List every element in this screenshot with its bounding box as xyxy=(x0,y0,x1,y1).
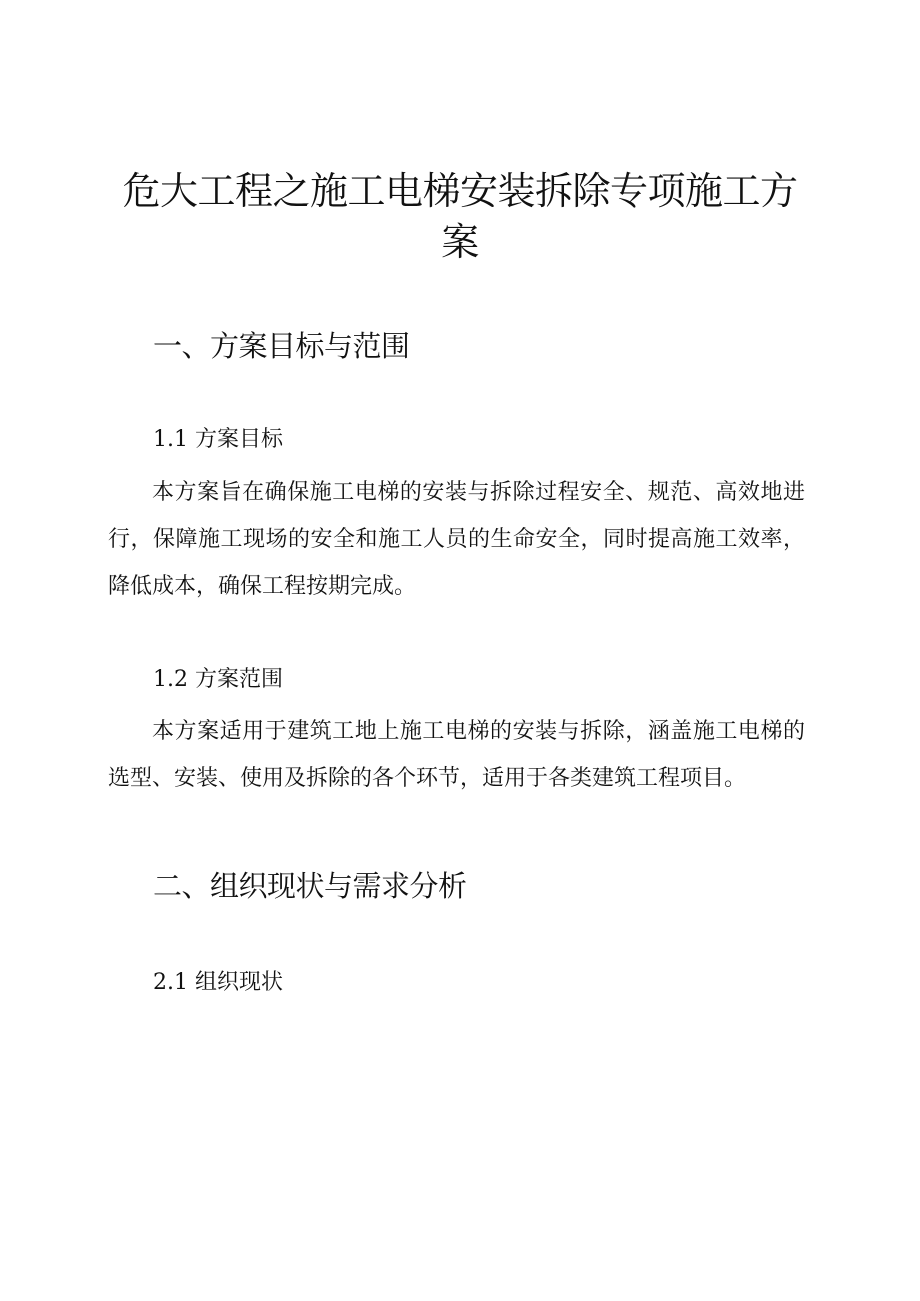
paragraph-1-2: 本方案适用于建筑工地上施工电梯的安装与拆除，涵盖施工电梯的选型、安装、使用及拆除的各个环节，适用于各类建筑工程项目。 xyxy=(108,719,805,791)
subsection-heading-2-1: 2.1 组织现状 xyxy=(153,970,283,995)
document-title: 危大工程之施工电梯安装拆除专项施工方案 xyxy=(122,169,798,264)
paragraph-1-1: 本方案旨在确保施工电梯的安装与拆除过程安全、规范、高效地进行，保障施工现场的安全和施工人员的生命安全，同时提高施工效率，降低成本，确保工程按期完成。 xyxy=(108,480,805,599)
subsection-heading-1-1: 1.1 方案目标 xyxy=(153,427,283,452)
section-heading-2: 二、组织现状与需求分析 xyxy=(153,869,467,903)
section-heading-1: 一、方案目标与范围 xyxy=(153,329,410,363)
subsection-heading-1-2: 1.2 方案范围 xyxy=(153,667,283,692)
